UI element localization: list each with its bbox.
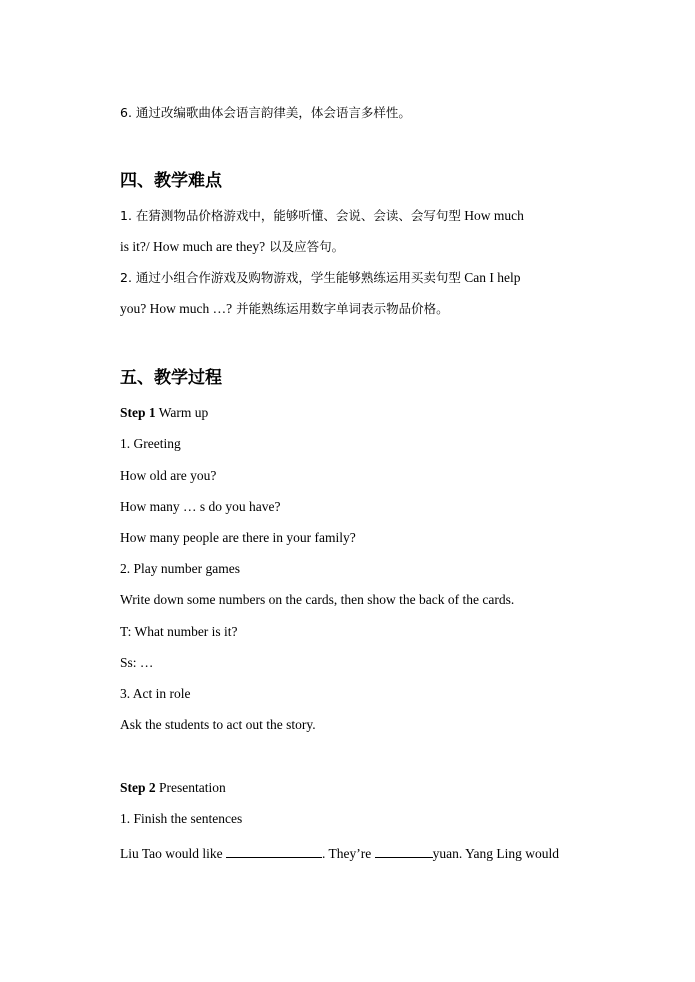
step-1-line: T: What number is it?: [120, 624, 238, 639]
difficulty-1-en-2: is it?/ How much are they?: [120, 239, 266, 254]
difficulty-2-en-2: you? How much …?: [120, 301, 233, 316]
answer-blank[interactable]: [375, 843, 433, 858]
step-1-line: How old are you?: [120, 468, 217, 483]
difficulty-1-line-2: [120, 238, 344, 256]
step-1-label: Step 1: [120, 405, 156, 420]
section-4-title: 四、教学难点: [120, 171, 222, 191]
objective-6: 6. 通过改编歌曲体会语言韵律美，体会语言多样性。: [120, 105, 411, 120]
difficulty-1-en: How much: [460, 208, 524, 223]
sentence-part-b: . They’re: [322, 846, 375, 861]
difficulty-1-line-1: [120, 207, 524, 225]
step-1-line: Ss: …: [120, 655, 154, 670]
step-2-name: Presentation: [155, 780, 226, 795]
step-1-line: Write down some numbers on the cards, then show the back of the cards.: [120, 592, 515, 607]
sentence-part-c: yuan. Yang Ling would: [432, 846, 560, 861]
step-1-line: 3. Act in role: [120, 686, 191, 701]
step-2-line: 1. Finish the sentences: [120, 811, 243, 826]
difficulty-1-cn: 1. 在猜测物品价格游戏中，能够听懂、会说、会读、会写句型: [120, 208, 461, 223]
difficulty-2-line-1: [120, 269, 521, 287]
step-1-name: Warm up: [155, 405, 209, 420]
step-1-line: Ask the students to act out the story.: [120, 717, 316, 732]
difficulty-2-cn-2: 并能熟练运用数字单词表示物品价格。: [232, 301, 449, 316]
step-1-line: How many … s do you have?: [120, 499, 281, 514]
section-5-title: 五、教学过程: [120, 368, 222, 388]
difficulty-2-cn: 2. 通过小组合作游戏及购物游戏，学生能够熟练运用买卖句型: [120, 270, 461, 285]
step-2-heading: [120, 779, 226, 797]
step-2-label: Step 2: [120, 780, 156, 795]
difficulty-2-line-2: [120, 300, 449, 318]
difficulty-2-en: Can I help: [460, 270, 521, 285]
difficulty-1-cn-2: 以及应答句。: [265, 239, 345, 254]
fill-in-sentence: [120, 843, 559, 863]
step-1-line: 1. Greeting: [120, 436, 181, 451]
step-1-line: 2. Play number games: [120, 561, 240, 576]
answer-blank[interactable]: [226, 843, 322, 858]
step-1-heading: [120, 404, 208, 422]
step-1-line: How many people are there in your family?: [120, 530, 356, 545]
sentence-part-a: Liu Tao would like: [120, 846, 227, 861]
